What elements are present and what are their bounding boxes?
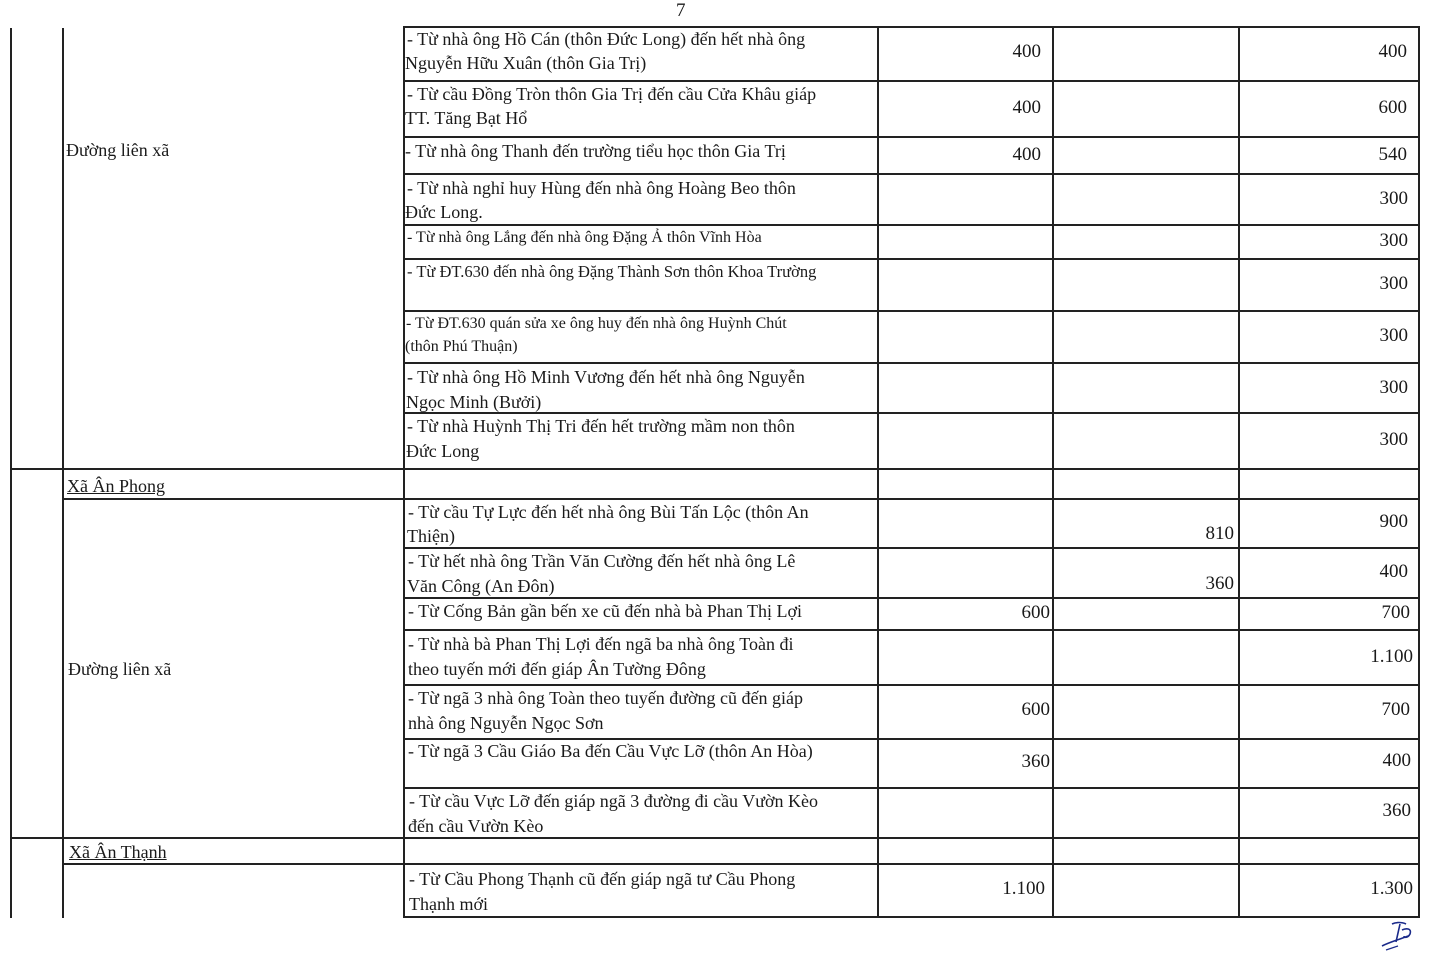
value-col-3: 700 — [1381, 602, 1410, 623]
value-col-3: 600 — [1378, 97, 1407, 118]
row-description: Nguyễn Hữu Xuân (thôn Gia Trị) — [405, 53, 647, 73]
section-divider — [10, 468, 1419, 470]
value-col-3: 300 — [1379, 429, 1408, 450]
value-col-1: 400 — [1012, 97, 1041, 118]
row-description: Văn Công (An Đôn) — [407, 576, 555, 596]
row-description: - Từ cầu Tự Lực đến hết nhà ông Bùi Tấn Lộc (thôn An — [408, 502, 809, 522]
value-col-3: 400 — [1378, 41, 1407, 62]
value-col-3: 1.100 — [1370, 646, 1413, 667]
commune-title: Xã Ân Phong — [67, 476, 165, 496]
row-divider — [403, 173, 1419, 175]
value-col-1: 600 — [1021, 602, 1050, 623]
row-divider — [403, 362, 1419, 364]
value-col-1: 1.100 — [1002, 878, 1045, 899]
table-border-right — [1418, 26, 1420, 918]
value-col-3: 400 — [1382, 750, 1411, 771]
section-divider — [10, 837, 1419, 839]
value-column-3-left — [1238, 26, 1240, 918]
value-col-1: 400 — [1012, 144, 1041, 165]
commune-title: Xã Ân Thạnh — [69, 842, 167, 862]
row-description: (thôn Phú Thuận) — [405, 338, 518, 355]
row-description: - Từ nhà ông Lắng đến nhà ông Đặng Ả thôn Vĩnh Hòa — [407, 229, 762, 246]
value-col-3: 300 — [1379, 377, 1408, 398]
row-description: - Từ ngã 3 Cầu Giáo Ba đến Cầu Vực Lỡ (thôn An Hòa) — [408, 741, 813, 761]
row-divider — [403, 136, 1419, 138]
row-description: - Từ ngã 3 nhà ông Toàn theo tuyến đường cũ đến giáp — [408, 688, 804, 708]
row-description: nhà ông Nguyễn Ngọc Sơn — [408, 713, 604, 733]
row-description: Đức Long — [406, 441, 480, 461]
row-description: - Từ ĐT.630 quán sửa xe ông huy đến nhà ông Huỳnh Chút — [406, 315, 787, 332]
section-divider — [62, 863, 1419, 865]
table-border-left — [10, 28, 12, 918]
value-col-3: 400 — [1379, 561, 1408, 582]
value-col-3: 900 — [1379, 511, 1408, 532]
value-col-3: 360 — [1382, 800, 1411, 821]
value-col-3: 300 — [1379, 230, 1408, 251]
value-col-2: 360 — [1205, 573, 1234, 594]
row-description: - Từ nhà bà Phan Thị Lợi đến ngã ba nhà ông Toàn đi — [408, 634, 794, 654]
row-description: - Từ nhà ông Thanh đến trường tiểu học thôn Gia Trị — [405, 141, 786, 161]
group-column-divider — [62, 28, 64, 918]
row-divider — [403, 629, 1419, 631]
value-column-2-left — [1052, 26, 1054, 918]
page-number: 7 — [676, 0, 686, 21]
value-col-3: 700 — [1381, 699, 1410, 720]
group-label-road: Đường liên xã — [68, 659, 172, 679]
row-description: Ngọc Minh (Bưởi) — [406, 392, 542, 412]
value-column-1-left — [877, 26, 879, 918]
row-description: - Từ hết nhà ông Trần Văn Cường đến hết nhà ông Lê — [408, 551, 796, 571]
value-col-3: 300 — [1379, 325, 1408, 346]
value-col-1: 360 — [1021, 751, 1050, 772]
row-description: Thiện) — [407, 526, 455, 546]
value-col-3: 300 — [1379, 188, 1408, 209]
row-description: Thạnh mới — [409, 894, 489, 914]
value-col-1: 400 — [1012, 41, 1041, 62]
row-description: TT. Tăng Bạt Hổ — [405, 108, 528, 128]
row-description: - Từ nhà ông Hồ Cán (thôn Đức Long) đến hết nhà ông — [407, 29, 806, 49]
value-col-1: 600 — [1021, 699, 1050, 720]
row-description: - Từ nhà nghỉ huy Hùng đến nhà ông Hoàng Beo thôn — [407, 178, 796, 198]
row-description: Đức Long. — [405, 202, 483, 222]
row-description: - Từ cầu Đồng Tròn thôn Gia Trị đến cầu Cửa Khâu giáp — [407, 84, 817, 104]
value-col-3: 300 — [1379, 273, 1408, 294]
handwritten-initials-signature — [1378, 916, 1418, 952]
row-description: - Từ ĐT.630 đến nhà ông Đặng Thành Sơn thôn Khoa Trường — [407, 262, 817, 281]
value-col-3: 540 — [1378, 144, 1407, 165]
row-description: - Từ cầu Vực Lỡ đến giáp ngã 3 đường đi cầu Vườn Kèo — [409, 791, 818, 811]
row-description: - Từ nhà Huỳnh Thị Tri đến hết trường mầm non thôn — [407, 416, 795, 436]
value-col-3: 1.300 — [1370, 878, 1413, 899]
table-border-bottom — [403, 916, 1419, 918]
row-description: đến cầu Vườn Kèo — [408, 816, 544, 836]
row-description: - Từ Cầu Phong Thạnh cũ đến giáp ngã tư Cầu Phong — [409, 869, 796, 889]
group-label-road: Đường liên xã — [66, 140, 170, 160]
row-description: - Từ nhà ông Hồ Minh Vương đến hết nhà ông Nguyễn — [407, 367, 805, 387]
value-col-2: 810 — [1205, 523, 1234, 544]
row-description: - Từ Cống Bản gần bến xe cũ đến nhà bà Phan Thị Lợi — [408, 601, 803, 621]
row-description: theo tuyến mới đến giáp Ân Tường Đông — [408, 659, 706, 679]
